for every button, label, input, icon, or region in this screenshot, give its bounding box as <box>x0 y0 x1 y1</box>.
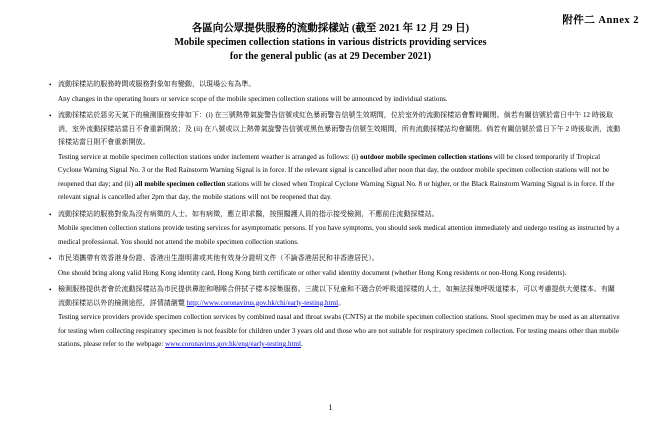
early-testing-link-chinese[interactable]: http://www.coronavirus.gov.hk/chi/early-testing.html <box>186 298 339 307</box>
note-text: stations will be closed when Tropical Cyclone Warning Signal No. 8 or higher, or the Black Rainstorm Warning Signal is in force. If the relevant signal is cancelled after 2pm that day, the mobile stations will not be reopened that day. <box>58 179 615 201</box>
note-text: . <box>300 340 303 348</box>
list-item <box>49 78 621 106</box>
bullet-icon: • <box>49 112 52 120</box>
list-item <box>49 208 621 250</box>
list-item <box>49 252 621 280</box>
title-english-line-2: for the general public (as at 29 December 2021) <box>229 51 432 62</box>
note-english: Mobile specimen collection stations provide testing services for asymptomatic persons. If you have symptoms, you should seek medical attention immediately and undergo testing as instructed by a medical professional. You should not attend the mobile specimen collection stations. <box>58 224 620 246</box>
document-title <box>0 22 661 64</box>
page-number: 1 <box>328 403 333 412</box>
note-chinese: 流動採樣站的服務對象為沒有病徵的人士。如有病徵，應立即求醫，按照醫護人員的指示接受檢測，不應前往流動採樣站。 <box>58 209 439 218</box>
note-text: will be closed temporarily if Tropical Cyclone Warning Signal No. 3 or the Red Rainstorm Warning Signal is in force. If the relevant signal is cancelled after noon that day, the outdoor mobile specimen collection stations will not be reopened that day; and (ii) <box>58 152 610 188</box>
note-emphasis: outdoor mobile specimen collection stations <box>360 152 492 161</box>
title-english-line-1: Mobile specimen collection stations in various districts providing services <box>174 37 487 48</box>
note-english: One should bring along valid Hong Kong identity card, Hong Kong birth certificate or other valid identity document (whether Hong Kong residents or non-Hong Kong residents). <box>58 268 567 277</box>
note-chinese: 市民須攜帶有效香港身份證、香港出生證明書或其他有效身分證明文件（不論香港居民和非香港居民）。 <box>58 254 379 262</box>
note-text: Testing service at mobile specimen collection stations under inclement weather is arranged as follows: (i) <box>58 152 361 161</box>
note-text: 。 <box>338 298 346 307</box>
early-testing-link-english[interactable]: www.coronavirus.gov.hk/eng/early-testing.html <box>165 340 301 348</box>
note-english: Any changes in the operating hours or service scope of the mobile specimen collection stations will be announced by individual stations. <box>58 94 448 103</box>
annex-label: 附件二 Annex 2 <box>562 15 639 26</box>
notes-list <box>49 78 621 355</box>
note-emphasis: all mobile specimen collection <box>135 179 226 188</box>
title-chinese: 各區向公眾提供服務的流動採樣站 (截至 2021 年 12 月 29 日) <box>191 23 470 34</box>
list-item <box>49 109 621 205</box>
note-english <box>58 311 621 352</box>
bullet-icon: • <box>49 286 52 294</box>
bullet-icon: • <box>49 210 52 219</box>
note-english <box>58 151 621 205</box>
note-chinese: 流動採樣站的服務時間或服務對象如有變動，以現場公布為準。 <box>58 80 256 88</box>
note-text: Testing service providers provide specimen collection services by combined nasal and throat swabs (CNTS) at the mobile specimen collection stations. Stool specimen may be used as an alternative for testing when collecting respiratory specimen is not feasible for children under 3 years old and those who are not suitable for respiratory specimen collection. For testing means other than mobile stations, please refer to the webpage: <box>58 313 620 348</box>
bullet-icon: • <box>49 81 52 89</box>
note-chinese: 流動採樣站於惡劣天氣下的檢測服務安排如下：(i) 在三號熱帶氣旋警告信號或紅色暴雨警告信號生效期間，位於室外的流動採樣站會暫時關閉。倘若有關信號於當日中午 12 時後取消，室外流動採樣站當日不會重新開放；及 (ii) 在八號或以上熱帶氣旋警告信號或黑色暴雨警告信號生效期間，所有流動採樣站均會關閉。倘若有關信號於當日下午 2 時後取消，流動採樣站當日則不會重新開放。 <box>58 111 621 146</box>
bullet-icon: • <box>49 255 52 263</box>
note-chinese <box>58 283 621 310</box>
note-text: 檢測服務提供者會於流動採樣站為市民提供鼻腔和咽喉合併拭子樣本採集服務。三歲以下兒童和不適合於呼吸道採樣的人士，如無法採集呼吸道樣本，可以考慮提供大便樣本。有關流動採樣站以外的檢測途徑，詳情請瀏覽 <box>58 285 615 307</box>
list-item <box>49 283 621 352</box>
